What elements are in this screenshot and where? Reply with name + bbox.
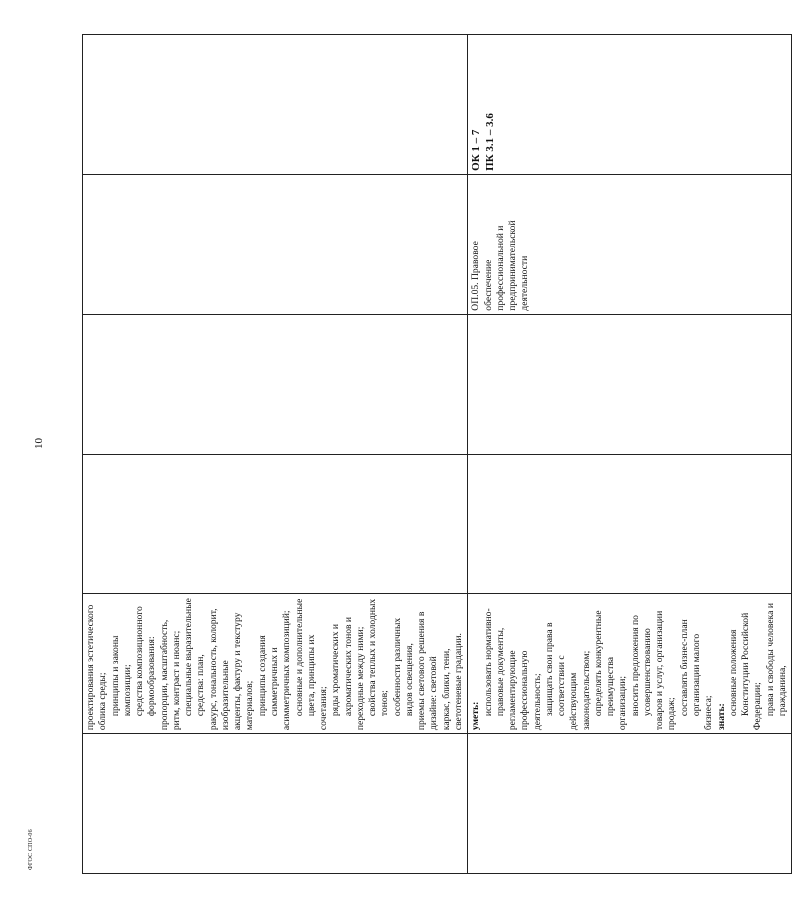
content-text	[85, 597, 465, 730]
cell-discipline	[83, 174, 468, 314]
content-line: акценты, фактуру и текстуру материалов;	[232, 612, 256, 731]
content-line: ракурс, тональность, колорит, изобразительные	[207, 608, 231, 731]
content-line: определять конкурентные преимущества	[592, 610, 617, 717]
content-line: особенности различных видов освещения,	[391, 617, 415, 717]
cell-content	[468, 594, 792, 734]
cell-hours-class	[83, 314, 468, 454]
competency-codes	[470, 38, 498, 171]
cell-content	[83, 594, 468, 734]
content-text	[470, 597, 789, 730]
content-line: асимметричных композиций;	[281, 610, 293, 731]
content-line: сочетания;	[318, 686, 330, 731]
content-line: организации;	[617, 676, 629, 731]
content-line: действующим законодательством;	[568, 650, 592, 731]
competency-code: ПК 3.1 – 3.6	[483, 113, 496, 171]
content-line: регламентирующие профессиональную	[507, 650, 531, 731]
footer-code: ФГОС СПО-06	[28, 829, 34, 870]
cell-hours-max	[468, 454, 792, 594]
content-line: деятельность;	[531, 673, 543, 731]
content-line: вносить предложения по усовершенствованию	[629, 615, 653, 717]
content-line: переходные между ними;	[354, 626, 366, 731]
cell-hours-max	[83, 454, 468, 594]
content-line: приемы светового решения в дизайне: световой	[416, 611, 440, 731]
content-line: использовать нормативно-правовые документы,	[482, 608, 506, 717]
content-line: защищать свои права в соответствии с	[543, 622, 568, 717]
content-line: составлять бизнес-план организации малого	[678, 619, 703, 717]
content-line: товаров и услуг, организации продаж;	[654, 610, 678, 731]
content-line: пропорции, масштабность, ритм, контраст и нюанс;	[158, 619, 182, 731]
content-line: принципы создания симметричных и	[256, 635, 280, 717]
discipline-line: деятельности	[519, 255, 531, 311]
content-line: специальные выразительные средства: план,	[183, 598, 207, 717]
content-line: основные положения Конституции Российской	[727, 612, 752, 717]
page-number: 10	[33, 438, 45, 449]
table-row-top	[83, 35, 468, 874]
content-line: права и свободы человека и гражданина,	[764, 603, 788, 717]
content-line: свойства теплых и холодных тонов;	[367, 598, 391, 717]
curriculum-table	[82, 34, 788, 874]
table-row-bottom	[468, 35, 792, 874]
content-line: бизнеса;	[703, 695, 715, 731]
discipline-name	[470, 178, 531, 311]
content-line: проектирования эстетического облика среды;	[85, 604, 109, 731]
discipline-line: ОП.05. Правовое	[470, 241, 482, 311]
section-heading: уметь:	[470, 701, 482, 731]
discipline-line: профессиональной и	[494, 225, 506, 311]
content-line: каркас, блики, тени, светотеневые градации.	[440, 633, 464, 731]
discipline-line: предпринимательской	[507, 220, 519, 311]
cell-competencies	[83, 35, 468, 175]
cell-index	[468, 734, 792, 874]
content-line: основные и дополнительные цвета, принципы их	[293, 598, 317, 717]
content-line: средства композиционного формообразования:	[134, 606, 158, 717]
section-heading: знать:	[715, 703, 727, 731]
content-line: Федерации;	[752, 682, 764, 731]
content-line: ряды хроматических и ахроматических тонов и	[330, 616, 354, 717]
discipline-line: обеспечение	[482, 259, 494, 311]
competency-code: ОК 1 – 7	[470, 129, 483, 171]
cell-hours-class	[468, 314, 792, 454]
cell-discipline	[468, 174, 792, 314]
cell-competencies	[468, 35, 792, 175]
content-line: принципы и законы композиции;	[109, 635, 133, 717]
cell-index	[83, 734, 468, 874]
